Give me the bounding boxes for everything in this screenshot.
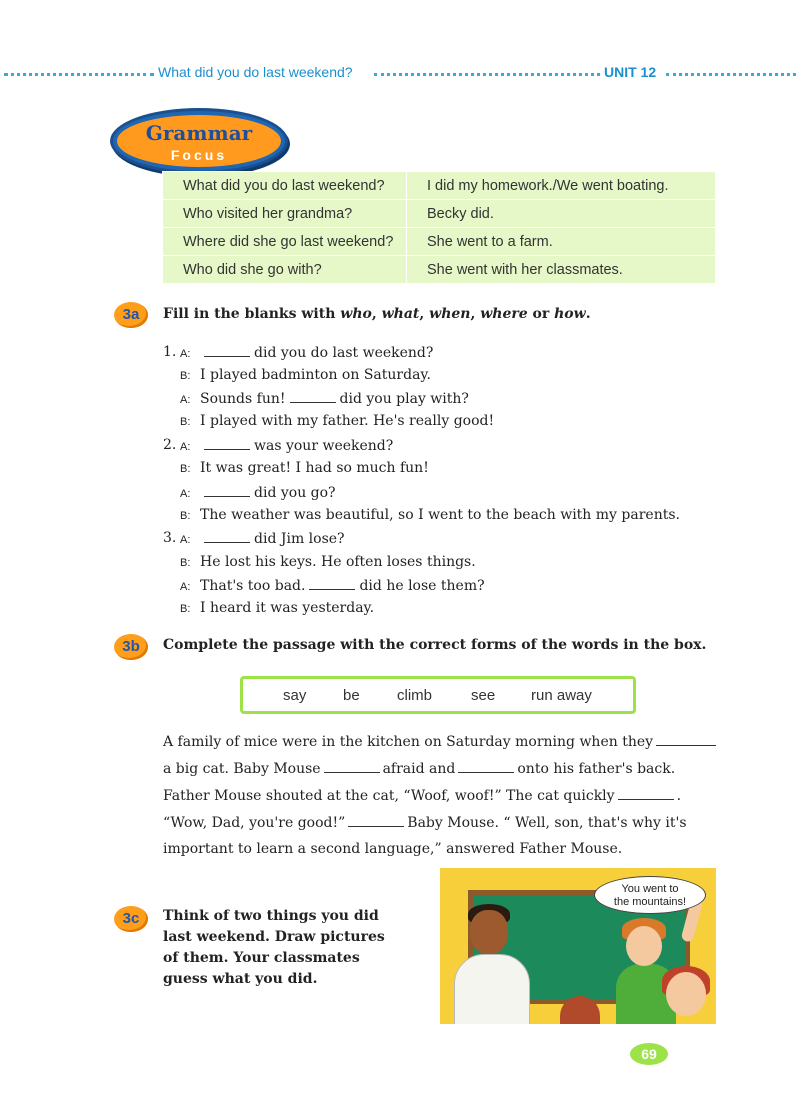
- bubble-text: the mountains!: [613, 896, 687, 908]
- section-3a-icon: 3a: [114, 302, 148, 328]
- table-cell-question: Who visited her grandma?: [163, 200, 407, 228]
- table-row: [163, 256, 716, 284]
- speaker-label: A:: [180, 534, 191, 546]
- passage-line: [163, 787, 681, 804]
- student-head: [626, 926, 662, 966]
- dialogue-line: [180, 367, 431, 383]
- table-cell-answer: She went with her classmates.: [407, 256, 716, 284]
- passage-text: afraid and: [382, 761, 456, 777]
- line-text: Sounds fun!: [200, 391, 286, 407]
- table-cell-question: What did you do last weekend?: [163, 172, 407, 200]
- dialogue-line: [180, 530, 345, 547]
- speaker-label: A:: [180, 348, 191, 360]
- table-cell-answer: Becky did.: [407, 200, 716, 228]
- table-cell-answer: She went to a farm.: [407, 228, 716, 256]
- answer-blank[interactable]: [204, 530, 250, 543]
- header-title: What did you do last weekend?: [158, 64, 353, 80]
- line-text: did Jim lose?: [254, 531, 345, 547]
- speaker-label: B:: [180, 463, 191, 475]
- answer-blank[interactable]: [618, 787, 674, 800]
- section-3b-icon: 3b: [114, 634, 148, 660]
- line-text: I played with my father. He's really good!: [200, 413, 495, 429]
- word-box: [240, 676, 636, 714]
- answer-blank[interactable]: [656, 733, 716, 746]
- dialogue-line: [180, 460, 429, 476]
- grammar-table: [162, 171, 716, 284]
- separator: ,: [419, 306, 430, 322]
- speaker-label: B:: [180, 416, 191, 428]
- passage-text: important to learn a second language,” answered Father Mouse.: [163, 841, 623, 857]
- table-cell-question: Where did she go last weekend?: [163, 228, 407, 256]
- dialogue-line: [180, 390, 469, 407]
- answer-blank[interactable]: [458, 760, 514, 773]
- word-see: see: [471, 687, 496, 704]
- speaker-label: B:: [180, 370, 191, 382]
- answer-blank[interactable]: [309, 577, 355, 590]
- word-what: what: [381, 306, 420, 322]
- table-row: [163, 200, 716, 228]
- speaker-label: B:: [180, 557, 191, 569]
- passage-text: onto his father's back.: [517, 761, 676, 777]
- answer-blank[interactable]: [348, 814, 404, 827]
- answer-blank[interactable]: [324, 760, 380, 773]
- word-who: who: [340, 306, 372, 322]
- page-number: 69: [630, 1043, 668, 1065]
- line-text: did he lose them?: [359, 578, 485, 594]
- dialogue-line: [180, 484, 336, 501]
- dialogue-line: [180, 437, 393, 454]
- section-3c-icon: 3c: [114, 906, 148, 932]
- teacher-head: [470, 910, 508, 954]
- line-text: I heard it was yesterday.: [200, 600, 375, 616]
- word-how: how: [554, 306, 586, 322]
- answer-blank[interactable]: [290, 390, 336, 403]
- speech-bubble: [594, 876, 706, 914]
- grammar-focus-badge: [110, 108, 288, 174]
- passage-text: Father Mouse shouted at the cat, “Woof, woof!” The cat quickly: [163, 788, 615, 804]
- table-row: [163, 172, 716, 200]
- line-text: That's too bad.: [200, 578, 306, 594]
- passage-line: [163, 760, 675, 777]
- item-number-3: 3.: [163, 530, 177, 546]
- line-text: I played badminton on Saturday.: [200, 367, 431, 383]
- classroom-illustration: [440, 868, 716, 1024]
- dotted-rule-middle: [374, 73, 600, 76]
- dotted-rule-left: [4, 73, 154, 76]
- table-row: [163, 228, 716, 256]
- unit-label: UNIT 12: [604, 64, 657, 80]
- badge-focus-text: Focus: [170, 147, 228, 163]
- line-text: He lost his keys. He often loses things.: [200, 554, 476, 570]
- teacher-body: [454, 954, 530, 1024]
- word-when: when: [429, 306, 471, 322]
- line-text: did you do last weekend?: [254, 345, 434, 361]
- running-header: [0, 62, 800, 86]
- bubble-text: You went to: [621, 883, 679, 895]
- separator: or: [527, 306, 555, 322]
- item-number-1: 1.: [163, 344, 177, 360]
- instruction-text: Fill in the blanks with: [163, 306, 341, 322]
- dialogue-line: [180, 600, 374, 616]
- speaker-label: B:: [180, 510, 191, 522]
- table-cell-question: Who did she go with?: [163, 256, 407, 284]
- word-be: be: [343, 687, 360, 704]
- word-where: where: [480, 306, 528, 322]
- dialogue-line: [180, 554, 476, 570]
- speaker-label: B:: [180, 603, 191, 615]
- passage-text: Baby Mouse. “ Well, son, that's why it's: [407, 815, 687, 831]
- line-text: was your weekend?: [254, 438, 394, 454]
- section-3a-instruction: [163, 306, 591, 322]
- section-3b-instruction: Complete the passage with the correct forms of the words in the box.: [163, 637, 707, 653]
- section-3c-instruction: Think of two things you did last weekend. Draw pictures of them. Your classmates guess what you did.: [163, 908, 385, 987]
- passage-text: .: [676, 788, 682, 804]
- speaker-label: A:: [180, 488, 191, 500]
- answer-blank[interactable]: [204, 484, 250, 497]
- passage-text: a big cat. Baby Mouse: [163, 761, 321, 777]
- dotted-rule-right: [666, 73, 796, 76]
- line-text: did you go?: [254, 485, 336, 501]
- table-cell-answer: I did my homework./We went boating.: [407, 172, 716, 200]
- speaker-label: A:: [180, 394, 191, 406]
- word-climb: climb: [397, 687, 433, 704]
- answer-blank[interactable]: [204, 437, 250, 450]
- badge-grammar-text: Grammar: [145, 121, 253, 145]
- passage-text: A family of mice were in the kitchen on Saturday morning when they: [163, 734, 654, 750]
- dialogue-line: [180, 344, 433, 361]
- passage-line: [163, 814, 687, 831]
- word-say: say: [283, 687, 307, 704]
- speaker-label: A:: [180, 441, 191, 453]
- badge-fill: [117, 115, 281, 167]
- line-text: It was great! I had so much fun!: [200, 460, 429, 476]
- speaker-label: A:: [180, 581, 191, 593]
- dialogue-line: [180, 577, 485, 594]
- dialogue-line: [180, 413, 494, 429]
- student-head: [666, 972, 706, 1016]
- separator: ,: [371, 306, 382, 322]
- separator: ,: [470, 306, 481, 322]
- line-text: did you play with?: [339, 391, 469, 407]
- separator: .: [585, 306, 591, 322]
- passage-text: “Wow, Dad, you're good!”: [163, 815, 346, 831]
- passage-line: [163, 841, 622, 857]
- passage-line: [163, 733, 719, 750]
- line-text: The weather was beautiful, so I went to the beach with my parents.: [200, 507, 680, 523]
- answer-blank[interactable]: [204, 344, 250, 357]
- dialogue-line: [180, 507, 680, 523]
- word-run-away: run away: [531, 687, 592, 704]
- item-number-2: 2.: [163, 437, 177, 453]
